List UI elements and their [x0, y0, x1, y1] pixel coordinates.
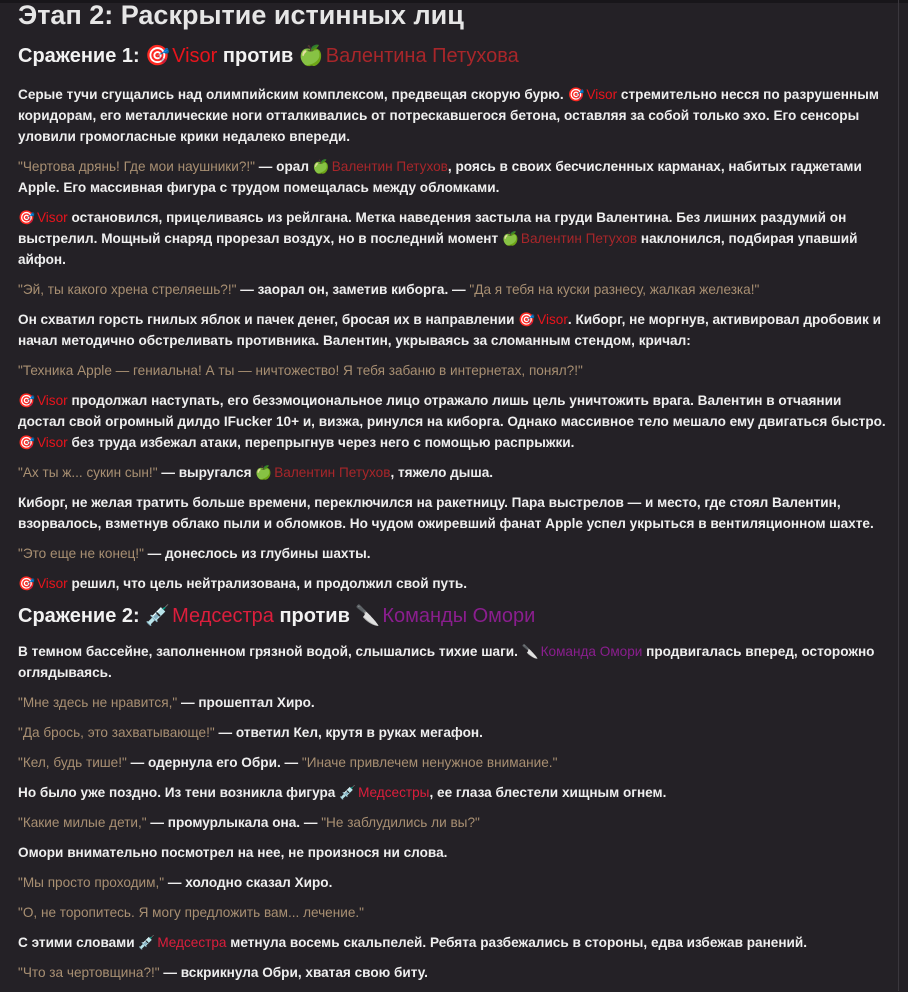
battle-heading	[18, 603, 890, 629]
quote-text: "Не заблудились ли вы?"	[321, 815, 480, 830]
target-icon: 🎯	[18, 210, 35, 225]
text: метнула восемь скальпелей. Ребята разбежались в стороны, едва избежав ранений.	[226, 935, 808, 950]
story-paragraph	[18, 84, 890, 147]
syringe-icon: 💉	[339, 785, 357, 800]
story-paragraph	[18, 462, 890, 483]
text: С этими словами	[18, 935, 139, 950]
text: — орал	[255, 159, 313, 174]
quote-text: "О, не торопитесь. Я могу предложить вам... лечение."	[18, 905, 365, 920]
story-paragraph	[18, 641, 890, 683]
story-paragraph	[18, 492, 890, 534]
text: , тяжело дыша.	[390, 465, 494, 480]
text: Омори внимательно посмотрел на нее, не произнося ни слова.	[18, 845, 448, 860]
text: стремительно несся по разрушенным коридорам, его металлические ноги отталкивались от потрескавшегося бетона, оставляя за собой только эхо. Его сенсоры уловили громогласные крики недалеко впереди.	[18, 87, 879, 144]
target-icon: 🎯	[567, 87, 585, 102]
story-paragraph	[18, 156, 890, 198]
text: решил, что цель нейтрализована, и продолжил свой путь.	[67, 576, 468, 591]
text: Но было уже поздно. Из тени возникла фигура	[18, 785, 340, 800]
quote-text: "Иначе привлечем ненужное внимание."	[301, 755, 558, 770]
target-icon: 🎯	[145, 45, 171, 67]
text: наклонился, подбирая упавший айфон.	[18, 231, 858, 267]
story-paragraph	[18, 782, 890, 803]
character-visor: Visor	[36, 576, 68, 591]
text: против	[273, 605, 356, 627]
green-apple-icon: 🍏	[255, 465, 273, 480]
text: — донеслось из глубины шахты.	[143, 546, 371, 561]
green-apple-icon: 🍏	[312, 159, 330, 174]
character-omori-team: Команды Омори	[382, 605, 536, 627]
quote-text: "Эй, ты какого хрена стреляешь?!"	[18, 282, 237, 297]
character-nurse: Медсестра	[172, 605, 274, 627]
page-title: Этап 2: Раскрытие истинных лиц	[18, 0, 464, 30]
text: , роясь в своих бесчисленных карманах, набитых гаджетами Apple. Его массивная фигура с трудом помещалась между обломками.	[18, 159, 862, 195]
text: Сражение 1:	[18, 45, 146, 67]
text: — промурлыкала она. —	[146, 815, 322, 830]
text: против	[217, 45, 299, 67]
character-valentin: Валентин Петухов	[274, 465, 391, 480]
character-visor: Visor	[586, 87, 618, 102]
story-paragraph	[18, 752, 890, 773]
text: — прошептал Хиро.	[177, 695, 315, 710]
text: Киборг, не желая тратить больше времени, переключился на ракетницу. Пара выстрелов — и место, где стоял Валентин, взорвалось, взметнув облако пыли и обломков. Но чудом ожиревший фанат Apple успел укрыться в вентиляционном шахте.	[18, 495, 874, 531]
story-content	[18, 0, 890, 992]
character-visor: Visor	[537, 312, 568, 327]
text: — холодно сказал Хиро.	[164, 875, 333, 890]
character-visor: Visor	[172, 45, 218, 67]
quote-text: "Да брось, это захватывающе!"	[18, 725, 215, 740]
text: остановился, прицеливаясь из рейлгана. Метка наведения застыла на груди Валентина. Без лишних раздумий он выстрелил. Мощный снаряд прорезал воздух, но в последний момент	[18, 210, 847, 246]
character-valentin: Валентин Петухов	[520, 231, 638, 246]
quote-text: "Мы просто проходим,"	[18, 875, 165, 890]
text: продолжал наступать, его безэмоциональное лицо отражало лишь цель уничтожить врага. Валентин в отчаянии достал свой огромный дилдо IFucker 10+ и, визжа, ринулся на киборга. Однако массивное тело мешало ему двигаться быстро.	[18, 393, 886, 429]
character-nurse: Медсестры	[358, 785, 430, 800]
text: , ее глаза блестели хищным огнем.	[429, 785, 667, 800]
story-paragraph	[18, 360, 890, 381]
text: Он схватил горсть гнилых яблок и пачек денег, бросая их в направлении	[18, 312, 519, 327]
character-valentin: Валентина Петухова	[325, 45, 519, 67]
text: без труда избежал атаки, перепрыгнув через него с помощью распрыжки.	[67, 435, 575, 450]
text: продвигалась вперед, осторожно оглядываясь.	[18, 644, 875, 680]
quote-text: "Что за чертовщина?!"	[18, 965, 160, 980]
story-paragraph	[18, 902, 890, 923]
text: — ответил Кел, крутя в руках мегафон.	[214, 725, 483, 740]
story-paragraph	[18, 812, 890, 833]
target-icon: 🎯	[518, 312, 536, 327]
text: В темном бассейне, заполненном грязной водой, слышались тихие шаги.	[18, 644, 522, 659]
scrollbar-track[interactable]	[898, 0, 899, 991]
quote-text: "Это еще не конец!"	[18, 546, 144, 561]
battle-heading	[18, 43, 890, 69]
quote-text: "Какие милые дети,"	[18, 815, 147, 830]
character-visor: Visor	[36, 210, 68, 225]
target-icon: 🎯	[18, 435, 35, 450]
character-omori-team: Команда Омори	[540, 644, 643, 659]
story-paragraph	[18, 722, 890, 743]
syringe-icon: 💉	[138, 935, 156, 950]
character-visor: Visor	[36, 393, 68, 408]
character-nurse: Медсестра	[157, 935, 227, 950]
quote-text: "Техника Apple — гениальна! А ты — ничтожество! Я тебя забаню в интернетах, понял?!"	[18, 363, 583, 378]
battles	[18, 43, 890, 983]
story-paragraph	[18, 872, 890, 893]
quote-text: "Ах ты ж... сукин сын!"	[18, 465, 158, 480]
green-apple-icon: 🍏	[501, 231, 519, 246]
knife-icon: 🔪	[521, 644, 539, 659]
story-paragraph	[18, 962, 890, 983]
target-icon: 🎯	[18, 576, 35, 591]
text: — выругался	[157, 465, 256, 480]
text: Серые тучи сгущались над олимпийским комплексом, предвещая скорую бурю.	[18, 87, 568, 102]
story-paragraph	[18, 309, 890, 351]
quote-text: "Чертова дрянь! Где мои наушники?!"	[18, 159, 256, 174]
story-paragraph	[18, 842, 890, 863]
character-valentin: Валентин Петухов	[331, 159, 448, 174]
story-paragraph	[18, 279, 890, 300]
quote-text: "Да я тебя на куски разнесу, жалкая железка!"	[469, 282, 760, 297]
green-apple-icon: 🍏	[298, 45, 324, 67]
text: Сражение 2:	[18, 605, 146, 627]
text: — заорал он, заметив киборга. —	[236, 282, 470, 297]
text: — одернула его Обри. —	[126, 755, 302, 770]
story-paragraph	[18, 573, 890, 594]
story-paragraph	[18, 207, 890, 270]
knife-icon: 🔪	[355, 605, 381, 627]
story-paragraph	[18, 932, 890, 953]
story-paragraph	[18, 390, 890, 453]
target-icon: 🎯	[18, 393, 35, 408]
quote-text: "Мне здесь не нравится,"	[18, 695, 178, 710]
syringe-icon: 💉	[145, 605, 171, 627]
text: . Киборг, не моргнув, активировал дробовик и начал методично обстреливать противника. Валентин, укрываясь за сломанным стендом, кричал:	[18, 312, 881, 348]
story-paragraph	[18, 692, 890, 713]
character-visor: Visor	[36, 435, 68, 450]
quote-text: "Кел, будь тише!"	[18, 755, 127, 770]
text: — вскрикнула Обри, хватая свою биту.	[159, 965, 428, 980]
story-paragraph	[18, 543, 890, 564]
